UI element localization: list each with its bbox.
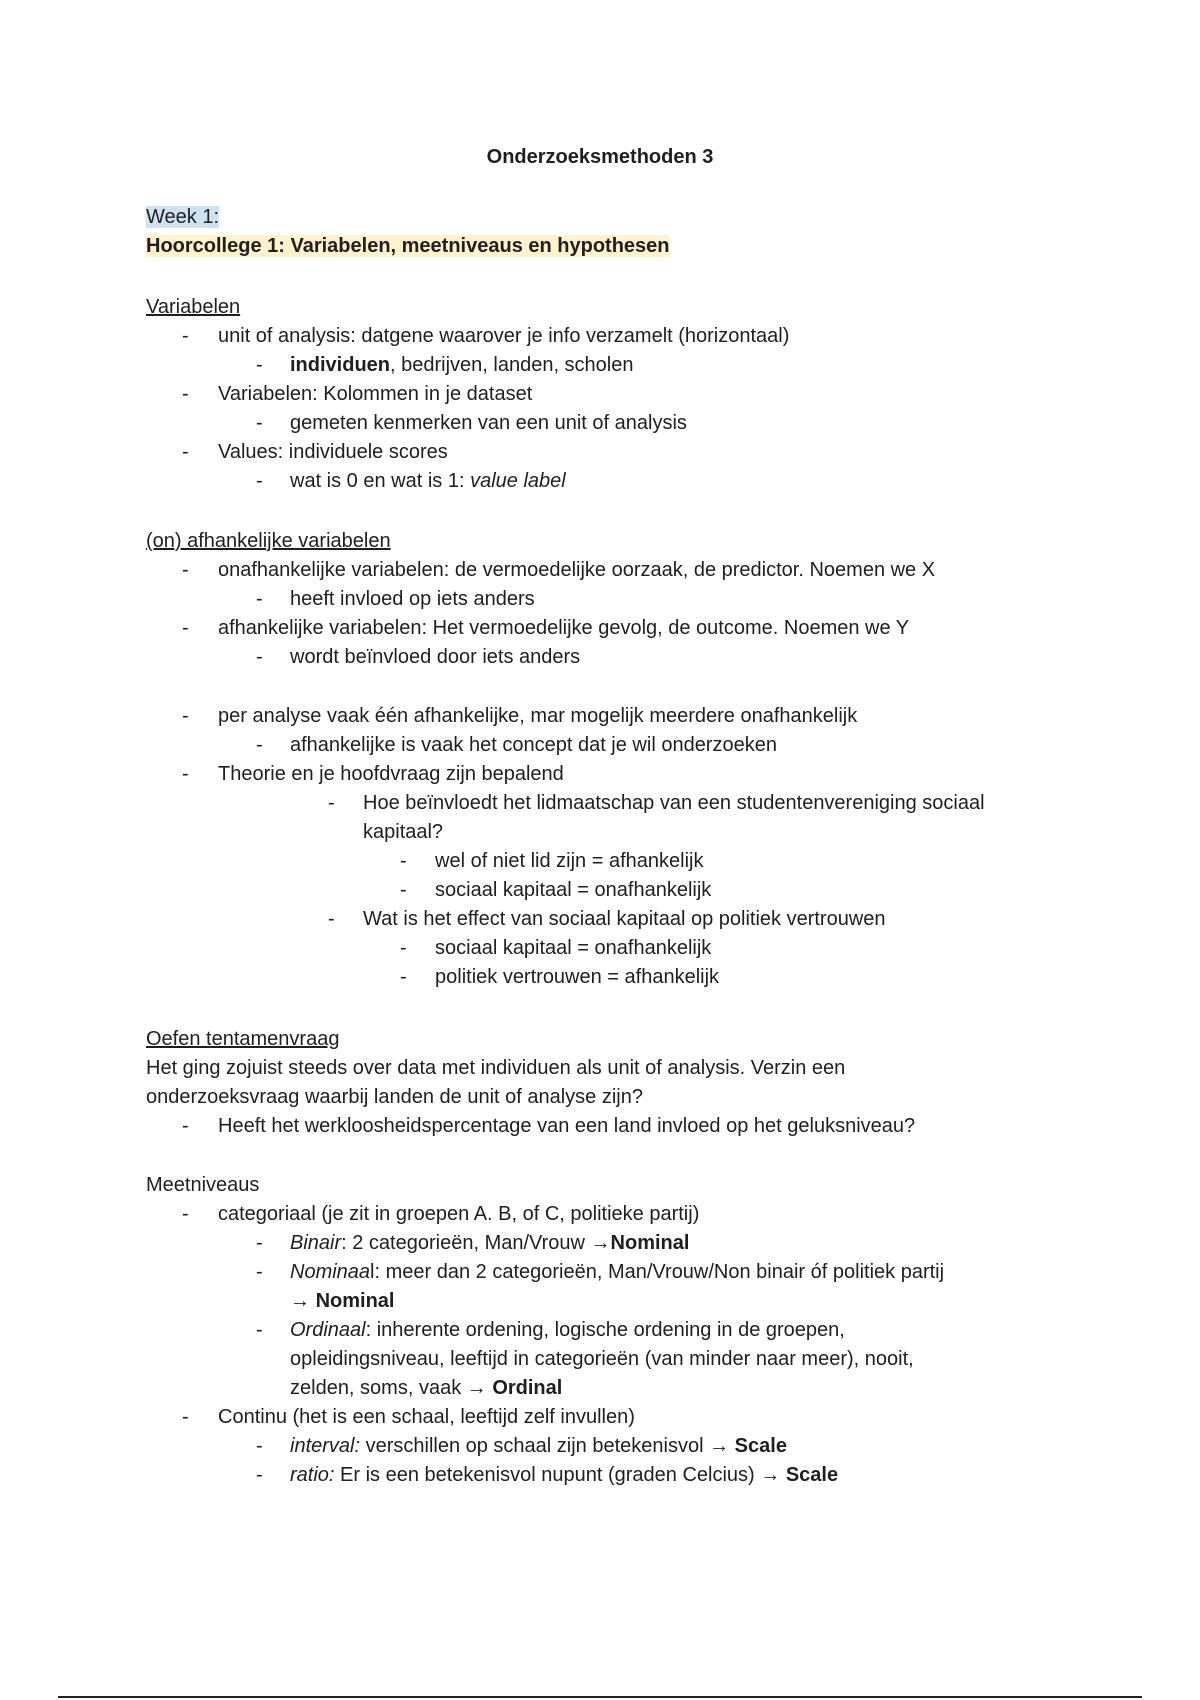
section-heading-afhankelijke-variabelen: (on) afhankelijke variabelen (146, 530, 391, 552)
paragraph-line: onderzoeksvraag waarbij landen de unit of analyse zijn? (146, 1086, 643, 1108)
section-heading-meetniveaus: Meetniveaus (146, 1174, 260, 1196)
list-item: wordt beïnvloed door iets anders (290, 646, 581, 668)
bullet: - (256, 646, 263, 668)
list-item: Binair: 2 categorieën, Man/Vrouw →Nominal (290, 1232, 690, 1254)
bullet: - (256, 1464, 263, 1486)
section-heading-oefen-tentamenvraag: Oefen tentamenvraag (146, 1028, 340, 1050)
page-bottom-divider (58, 1696, 1142, 1698)
bullet: - (400, 879, 407, 901)
list-item: Values: individuele scores (218, 441, 448, 463)
bullet: - (256, 1319, 263, 1341)
bullet: - (182, 559, 189, 581)
list-item: onafhankelijke variabelen: de vermoedelijke oorzaak, de predictor. Noemen we X (218, 559, 936, 581)
bullet: - (182, 383, 189, 405)
list-item-continuation: opleidingsniveau, leeftijd in categorieën (van minder naar meer), nooit, (290, 1348, 914, 1370)
list-item: Nominaal: meer dan 2 categorieën, Man/Vrouw/Non binair óf politiek partij (290, 1261, 945, 1283)
bullet: - (328, 792, 335, 814)
bullet: - (182, 325, 189, 347)
bullet: - (256, 1261, 263, 1283)
list-item: ratio: Er is een betekenisvol nupunt (graden Celcius) → Scale (290, 1464, 839, 1486)
list-item: afhankelijke variabelen: Het vermoedelijke gevolg, de outcome. Noemen we Y (218, 617, 910, 639)
page-title: Onderzoeksmethoden 3 (486, 146, 714, 168)
bullet: - (256, 734, 263, 756)
bullet: - (182, 441, 189, 463)
list-item: individuen, bedrijven, landen, scholen (290, 354, 634, 376)
list-item: per analyse vaak één afhankelijke, mar mogelijk meerdere onafhankelijk (218, 705, 858, 727)
list-item: unit of analysis: datgene waarover je info verzamelt (horizontaal) (218, 325, 790, 347)
list-item: Ordinaal: inherente ordening, logische ordening in de groepen, (290, 1319, 845, 1341)
bullet: - (256, 470, 263, 492)
bullet: - (182, 705, 189, 727)
list-item: wat is 0 en wat is 1: value label (290, 470, 566, 492)
list-item: Wat is het effect van sociaal kapitaal op politiek vertrouwen (363, 908, 886, 930)
bullet: - (256, 1435, 263, 1457)
list-item-continuation: kapitaal? (363, 821, 444, 843)
bullet: - (400, 937, 407, 959)
list-item: gemeten kenmerken van een unit of analysis (290, 412, 687, 434)
bullet: - (256, 412, 263, 434)
list-item: sociaal kapitaal = onafhankelijk (435, 937, 712, 959)
bullet: - (256, 588, 263, 610)
bullet: - (182, 763, 189, 785)
list-item: Variabelen: Kolommen in je dataset (218, 383, 533, 405)
list-item: Continu (het is een schaal, leeftijd zelf invullen) (218, 1406, 635, 1428)
list-item-continuation: zelden, soms, vaak → Ordinal (290, 1377, 563, 1399)
list-item: wel of niet lid zijn = afhankelijk (435, 850, 704, 872)
bullet: - (328, 908, 335, 930)
paragraph-line: Het ging zojuist steeds over data met individuen als unit of analysis. Verzin een (146, 1057, 846, 1079)
lecture-title: Hoorcollege 1: Variabelen, meetniveaus en hypothesen (146, 235, 670, 257)
list-item: afhankelijke is vaak het concept dat je wil onderzoeken (290, 734, 777, 756)
list-item: Theorie en je hoofdvraag zijn bepalend (218, 763, 564, 785)
list-item: categoriaal (je zit in groepen A. B, of C, politieke partij) (218, 1203, 700, 1225)
list-item: politiek vertrouwen = afhankelijk (435, 966, 720, 988)
list-item: Hoe beïnvloedt het lidmaatschap van een studentenvereniging sociaal (363, 792, 985, 814)
bullet: - (182, 1406, 189, 1428)
week-label: Week 1: (146, 206, 219, 228)
list-item: interval: verschillen op schaal zijn betekenisvol → Scale (290, 1435, 787, 1457)
section-heading-variabelen: Variabelen (146, 296, 241, 318)
bullet: - (182, 1115, 189, 1137)
list-item: sociaal kapitaal = onafhankelijk (435, 879, 712, 901)
bullet: - (400, 850, 407, 872)
bullet: - (256, 1232, 263, 1254)
bullet: - (182, 1203, 189, 1225)
bullet: - (400, 966, 407, 988)
list-item-continuation: → Nominal (290, 1290, 395, 1312)
list-item: heeft invloed op iets anders (290, 588, 535, 610)
bullet: - (256, 354, 263, 376)
bullet: - (182, 617, 189, 639)
list-item: Heeft het werkloosheidspercentage van een land invloed op het geluksniveau? (218, 1115, 916, 1137)
